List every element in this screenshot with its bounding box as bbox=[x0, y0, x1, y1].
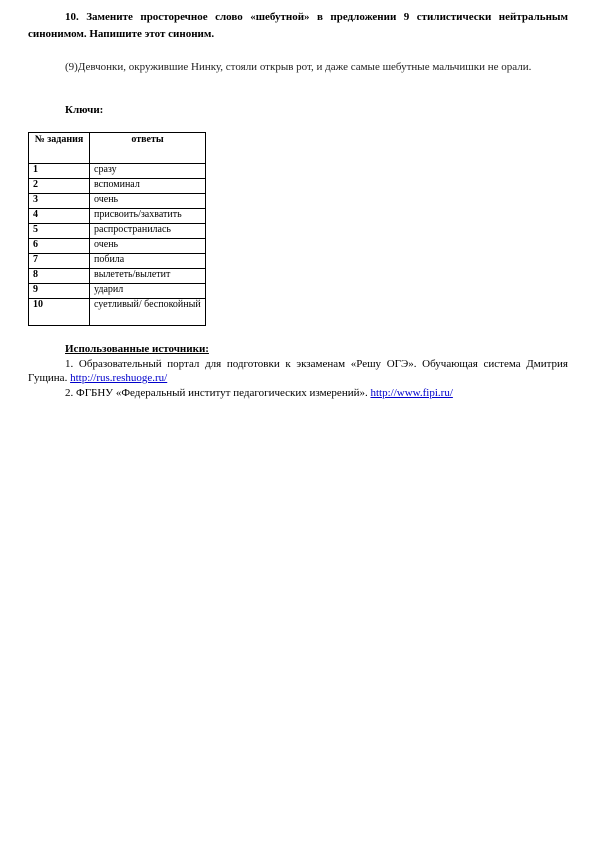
table-row bbox=[29, 224, 206, 239]
answers-table bbox=[28, 132, 206, 326]
table-row bbox=[29, 194, 206, 209]
task-number-cell: 2 bbox=[29, 179, 90, 194]
table-row bbox=[29, 164, 206, 179]
task-number-cell: 5 bbox=[29, 224, 90, 239]
answer-cell: очень bbox=[90, 194, 206, 209]
table-row bbox=[29, 179, 206, 194]
source-text: 2. ФГБНУ «Федеральный институт педагогических измерений». bbox=[65, 387, 371, 399]
example-sentence: (9)Девчонки, окружившие Нинку, стояли открыв рот, и даже самые шебутные мальчишки не орали. bbox=[65, 61, 532, 73]
source-text: 1. Образовательный портал для подготовки к экзаменам «Решу ОГЭ». Обучающая система Дмитрия Гущина. bbox=[28, 358, 568, 384]
task-number-cell: 7 bbox=[29, 254, 90, 269]
source-item bbox=[28, 386, 568, 400]
answer-cell: суетливый/ беспокойный bbox=[90, 299, 206, 326]
answer-cell: вспоминал bbox=[90, 179, 206, 194]
table-row bbox=[29, 209, 206, 224]
task-number-cell: 1 bbox=[29, 164, 90, 179]
answer-cell: вылететь/вылетит bbox=[90, 269, 206, 284]
task-number-cell: 3 bbox=[29, 194, 90, 209]
task-text: Замените просторечное слово «шебутной» в предложении 9 стилистически нейтральным синонимом. Напишите этот синоним. bbox=[28, 11, 568, 40]
table-row bbox=[29, 239, 206, 254]
sources-heading: Использованные источники: bbox=[65, 343, 209, 355]
answer-cell: побила bbox=[90, 254, 206, 269]
table-row bbox=[29, 284, 206, 299]
table-row bbox=[29, 299, 206, 326]
answer-cell: распространилась bbox=[90, 224, 206, 239]
answer-cell: очень bbox=[90, 239, 206, 254]
source-link[interactable]: http://www.fipi.ru/ bbox=[370, 387, 453, 399]
task-number-cell: 6 bbox=[29, 239, 90, 254]
source-link[interactable]: http://rus.reshuoge.ru/ bbox=[70, 372, 168, 384]
task-number-cell: 4 bbox=[29, 209, 90, 224]
table-row bbox=[29, 269, 206, 284]
answer-cell: ударил bbox=[90, 284, 206, 299]
task-number-cell: 9 bbox=[29, 284, 90, 299]
task-instruction bbox=[28, 9, 568, 43]
table-header-row bbox=[29, 133, 206, 164]
source-item bbox=[28, 357, 568, 385]
header-answers: ответы bbox=[90, 133, 206, 164]
task-number-cell: 8 bbox=[29, 269, 90, 284]
answer-cell: сразу bbox=[90, 164, 206, 179]
task-number: 10. bbox=[65, 11, 79, 23]
task-number-cell: 10 bbox=[29, 299, 90, 326]
keys-heading: Ключи: bbox=[65, 104, 104, 116]
header-task-number: № задания bbox=[29, 133, 90, 164]
table-row bbox=[29, 254, 206, 269]
answer-cell: присвоить/захватить bbox=[90, 209, 206, 224]
